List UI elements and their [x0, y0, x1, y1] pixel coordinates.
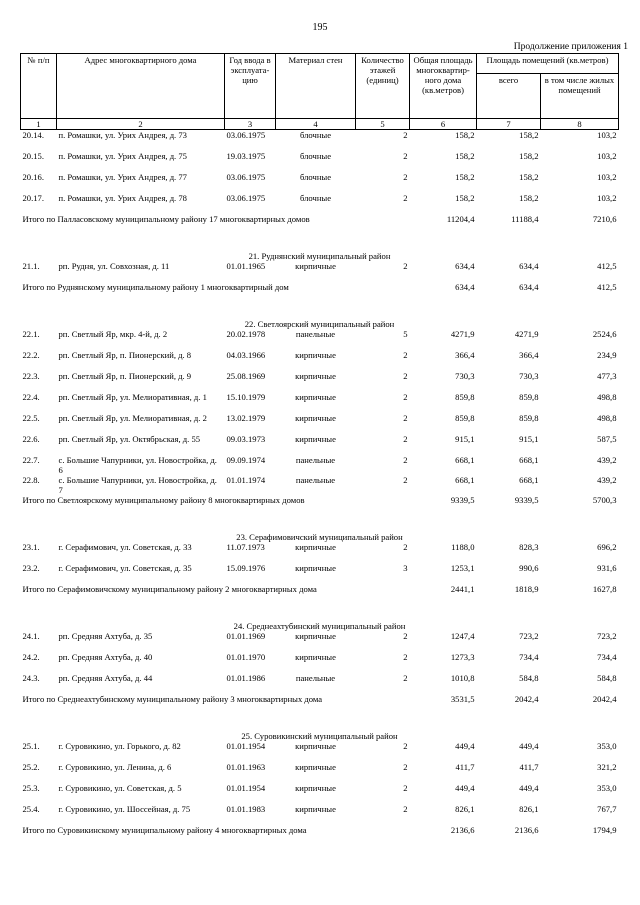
row-year: 25.08.1969 [226, 371, 266, 381]
table-row [21, 673, 619, 694]
row-floors: 2 [403, 762, 408, 772]
row-number: 22.8. [22, 475, 40, 485]
table-row [21, 563, 619, 584]
total-area: 9339,5 [450, 495, 475, 505]
row-year: 15.09.1976 [226, 563, 266, 573]
section-header-row [21, 313, 619, 329]
header-floors: Количество этажей (единиц) [356, 54, 410, 119]
row-number: 25.3. [22, 783, 40, 793]
row-floors: 2 [403, 652, 408, 662]
row-premises-all: 449,4 [519, 741, 539, 751]
row-living-area: 103,2 [597, 130, 617, 140]
row-wall-material: блочные [299, 193, 332, 203]
row-total-area: 449,4 [455, 741, 475, 751]
header-living: в том числе жилых помещений [541, 74, 619, 119]
row-living-area: 477,3 [597, 371, 617, 381]
row-address: рп. Светлый Яр, мкр. 4-й, д. 2 [58, 329, 168, 339]
row-wall-material: кирпичные [295, 804, 336, 814]
table-row [21, 371, 619, 392]
row-address: п. Ромашки, ул. Урих Андрея, д. 77 [58, 172, 187, 182]
row-number: 23.2. [22, 563, 40, 573]
total-living-area: 7210,6 [592, 214, 617, 224]
header-all: всего [477, 74, 541, 119]
row-premises-all: 915,1 [519, 434, 539, 444]
row-wall-material: кирпичные [295, 413, 336, 423]
row-premises-all: 734,4 [519, 652, 539, 662]
table-row [21, 741, 619, 762]
table-row [21, 392, 619, 413]
row-floors: 2 [403, 392, 408, 402]
row-address: г. Серафимович, ул. Советская, д. 35 [58, 563, 192, 573]
section-header-row [21, 725, 619, 741]
row-living-area: 498,8 [597, 413, 617, 423]
row-year: 15.10.1979 [226, 392, 266, 402]
section-header-row [21, 615, 619, 631]
row-number: 24.3. [22, 673, 40, 683]
table-body [21, 130, 619, 857]
row-premises-all: 826,1 [519, 804, 539, 814]
row-total-area: 634,4 [455, 261, 475, 271]
row-wall-material: кирпичные [295, 261, 336, 271]
housing-table [20, 53, 619, 856]
row-premises-all: 859,8 [519, 413, 539, 423]
row-living-area: 723,2 [597, 631, 617, 641]
total-living-area: 1794,9 [592, 825, 617, 835]
row-living-area: 587,5 [597, 434, 617, 444]
row-premises-all: 859,8 [519, 392, 539, 402]
section-title: 22. Светлоярский муниципальный район [244, 319, 395, 329]
row-floors: 2 [403, 261, 408, 271]
row-year: 01.01.1965 [226, 261, 266, 271]
row-floors: 2 [403, 371, 408, 381]
row-number: 21.1. [22, 261, 40, 271]
row-floors: 2 [403, 542, 408, 552]
table-row [21, 350, 619, 371]
row-year: 01.01.1986 [226, 673, 266, 683]
row-number: 20.15. [22, 151, 44, 161]
row-total-area: 826,1 [455, 804, 475, 814]
total-row [21, 694, 619, 725]
row-total-area: 1253,1 [450, 563, 475, 573]
row-year: 13.02.1979 [226, 413, 266, 423]
table-row [21, 542, 619, 563]
section-header-row [21, 526, 619, 542]
row-year: 01.01.1983 [226, 804, 266, 814]
header-total-area: Общая площадь многоквартир-ного дома (кв.метров) [410, 54, 477, 119]
row-address: г. Суровикино, ул. Советская, д. 5 [58, 783, 182, 793]
row-premises-all: 723,2 [519, 631, 539, 641]
row-year: 01.01.1963 [226, 762, 266, 772]
header-wall: Материал стен [276, 54, 356, 119]
row-premises-all: 158,2 [519, 151, 539, 161]
row-premises-all: 158,2 [519, 172, 539, 182]
row-total-area: 859,8 [455, 413, 475, 423]
col-number: 2 [57, 119, 225, 130]
row-number: 22.3. [22, 371, 40, 381]
total-label: Итого по Суровикинскому муниципальному району 4 многоквартирных дома [22, 825, 307, 835]
row-premises-all: 584,8 [519, 673, 539, 683]
row-number: 25.2. [22, 762, 40, 772]
table-row [21, 130, 619, 152]
row-wall-material: кирпичные [295, 631, 336, 641]
total-row [21, 282, 619, 313]
row-total-area: 915,1 [455, 434, 475, 444]
row-premises-all: 634,4 [519, 261, 539, 271]
row-premises-all: 828,3 [519, 542, 539, 552]
row-living-area: 234,9 [597, 350, 617, 360]
row-floors: 2 [403, 783, 408, 793]
total-living-area: 2042,4 [592, 694, 617, 704]
total-label: Итого по Палласовскому муниципальному району 17 многоквартирных домов [22, 214, 310, 224]
row-floors: 2 [403, 475, 408, 485]
row-floors: 2 [403, 455, 408, 465]
row-address: рп. Средняя Ахтуба, д. 44 [58, 673, 153, 683]
row-number: 20.14. [22, 130, 44, 140]
row-address: рп. Рудня, ул. Совхозная, д. 11 [58, 261, 170, 271]
row-living-area: 498,8 [597, 392, 617, 402]
total-area: 11204,4 [446, 214, 475, 224]
row-floors: 3 [403, 563, 408, 573]
table-row [21, 783, 619, 804]
row-address: рп. Средняя Ахтуба, д. 35 [58, 631, 153, 641]
row-year: 01.01.1969 [226, 631, 266, 641]
row-year: 20.02.1978 [226, 329, 266, 339]
row-number: 20.17. [22, 193, 44, 203]
row-wall-material: кирпичные [295, 563, 336, 573]
row-address: г. Суровикино, ул. Шоссейная, д. 75 [58, 804, 191, 814]
row-wall-material: кирпичные [295, 783, 336, 793]
col-number: 1 [21, 119, 57, 130]
page-number: 195 [312, 22, 328, 33]
row-year: 01.01.1954 [226, 741, 266, 751]
table-row [21, 455, 619, 475]
row-total-area: 1247,4 [450, 631, 475, 641]
row-address: г. Серафимович, ул. Советская, д. 33 [58, 542, 192, 552]
row-year: 09.03.1973 [226, 434, 266, 444]
row-living-area: 439,2 [597, 475, 617, 485]
row-wall-material: блочные [299, 130, 332, 140]
total-premises-all: 2042,4 [514, 694, 539, 704]
row-wall-material: кирпичные [295, 542, 336, 552]
col-number: 4 [276, 119, 356, 130]
row-year: 01.01.1954 [226, 783, 266, 793]
row-premises-all: 158,2 [519, 130, 539, 140]
row-living-area: 734,4 [597, 652, 617, 662]
row-total-area: 158,2 [455, 172, 475, 182]
total-living-area: 412,5 [597, 282, 617, 292]
row-address: г. Суровикино, ул. Ленина, д. 6 [58, 762, 172, 772]
row-living-area: 353,0 [597, 741, 617, 751]
row-living-area: 103,2 [597, 172, 617, 182]
row-year: 03.06.1975 [226, 193, 266, 203]
row-floors: 2 [403, 631, 408, 641]
row-wall-material: панельные [295, 475, 336, 485]
row-premises-all: 730,3 [519, 371, 539, 381]
row-premises-all: 668,1 [519, 475, 539, 485]
row-total-area: 158,2 [455, 193, 475, 203]
row-floors: 2 [403, 413, 408, 423]
row-living-area: 2524,6 [592, 329, 617, 339]
row-number: 22.6. [22, 434, 40, 444]
column-numbers-row [21, 119, 619, 130]
row-floors: 2 [403, 434, 408, 444]
col-number: 7 [477, 119, 541, 130]
row-number: 22.5. [22, 413, 40, 423]
section-title: 21. Руднянский муниципальный район [248, 251, 391, 261]
total-area: 2441,1 [450, 584, 475, 594]
row-floors: 2 [403, 130, 408, 140]
row-living-area: 767,7 [597, 804, 617, 814]
header-year: Год ввода в эксплуата-цию [225, 54, 276, 119]
row-number: 22.4. [22, 392, 40, 402]
total-living-area: 1627,8 [592, 584, 617, 594]
table-row [21, 475, 619, 495]
total-row [21, 495, 619, 526]
table-row [21, 329, 619, 350]
row-number: 25.4. [22, 804, 40, 814]
row-address: с. Большие Чапурники, ул. Новостройка, д. 7 [58, 475, 217, 495]
row-total-area: 668,1 [455, 455, 475, 465]
section-title: 24. Среднеахтубинский муниципальный район [233, 621, 406, 631]
row-floors: 5 [403, 329, 408, 339]
row-total-area: 1273,3 [450, 652, 475, 662]
row-number: 22.1. [22, 329, 40, 339]
row-wall-material: кирпичные [295, 434, 336, 444]
section-header-row [21, 245, 619, 261]
table-row [21, 151, 619, 172]
table-row [21, 413, 619, 434]
header-num: № п/п [21, 54, 57, 119]
row-living-area: 584,8 [597, 673, 617, 683]
continuation-note: Продолжение приложения 1 [513, 42, 628, 52]
row-address: г. Суровикино, ул. Горького, д. 82 [58, 741, 181, 751]
row-address: с. Большие Чапурники, ул. Новостройка, д. 6 [58, 455, 217, 475]
row-wall-material: кирпичные [295, 762, 336, 772]
col-number: 5 [356, 119, 410, 130]
row-total-area: 1188,0 [451, 542, 475, 552]
row-wall-material: кирпичные [295, 350, 336, 360]
row-number: 23.1. [22, 542, 40, 552]
row-wall-material: блочные [299, 151, 332, 161]
row-total-area: 449,4 [455, 783, 475, 793]
section-title: 23. Серафимовичский муниципальный район [236, 532, 403, 542]
row-wall-material: кирпичные [295, 371, 336, 381]
total-label: Итого по Среднеахтубинскому муниципальному району 3 многоквартирных дома [22, 694, 323, 704]
row-address: рп. Светлый Яр, ул. Октябрьская, д. 55 [58, 434, 201, 444]
total-premises-all: 634,4 [519, 282, 539, 292]
table-row [21, 631, 619, 652]
total-row [21, 214, 619, 245]
row-living-area: 412,5 [597, 261, 617, 271]
row-living-area: 353,0 [597, 783, 617, 793]
table-row [21, 261, 619, 282]
row-number: 24.2. [22, 652, 40, 662]
row-living-area: 103,2 [597, 151, 617, 161]
row-wall-material: панельные [295, 673, 336, 683]
total-label: Итого по Руднянскому муниципальному району 1 многоквартирный дом [22, 282, 289, 292]
row-address: рп. Светлый Яр, ул. Мелиоративная, д. 1 [58, 392, 207, 402]
col-number: 6 [410, 119, 477, 130]
row-living-area: 103,2 [597, 193, 617, 203]
table-row [21, 804, 619, 825]
row-year: 03.06.1975 [226, 130, 266, 140]
row-year: 09.09.1974 [226, 455, 266, 465]
row-total-area: 158,2 [455, 130, 475, 140]
table-row [21, 193, 619, 214]
row-year: 19.03.1975 [226, 151, 266, 161]
row-living-area: 931,6 [597, 563, 617, 573]
row-total-area: 668,1 [455, 475, 475, 485]
row-address: рп. Светлый Яр, ул. Мелиоративная, д. 2 [58, 413, 207, 423]
row-total-area: 1010,8 [450, 673, 475, 683]
row-number: 20.16. [22, 172, 44, 182]
col-number: 3 [225, 119, 276, 130]
row-premises-all: 668,1 [519, 455, 539, 465]
row-total-area: 4271,9 [450, 329, 475, 339]
total-premises-all: 1818,9 [514, 584, 539, 594]
total-label: Итого по Светлоярскому муниципальному району 8 многоквартирных домов [22, 495, 305, 505]
row-total-area: 730,3 [455, 371, 475, 381]
table-header [21, 54, 619, 130]
row-wall-material: кирпичные [295, 741, 336, 751]
row-wall-material: панельные [295, 455, 336, 465]
row-living-area: 696,2 [597, 542, 617, 552]
row-floors: 2 [403, 350, 408, 360]
row-floors: 2 [403, 172, 408, 182]
total-living-area: 5700,3 [592, 495, 617, 505]
row-address: рп. Светлый Яр, п. Пионерский, д. 9 [58, 371, 192, 381]
row-floors: 2 [403, 151, 408, 161]
row-year: 11.07.1973 [226, 542, 265, 552]
row-year: 03.06.1975 [226, 172, 266, 182]
row-total-area: 411,7 [455, 762, 475, 772]
row-living-area: 439,2 [597, 455, 617, 465]
row-address: п. Ромашки, ул. Урих Андрея, д. 78 [58, 193, 187, 203]
row-wall-material: блочные [299, 172, 332, 182]
total-area: 2136,6 [450, 825, 475, 835]
section-title: 25. Суровикинский муниципальный район [241, 731, 398, 741]
table-row [21, 762, 619, 783]
total-row [21, 825, 619, 856]
row-floors: 2 [403, 741, 408, 751]
table-row [21, 172, 619, 193]
table-row [21, 434, 619, 455]
row-address: п. Ромашки, ул. Урих Андрея, д. 75 [58, 151, 187, 161]
row-floors: 2 [403, 804, 408, 814]
row-number: 22.7. [22, 455, 40, 465]
row-total-area: 859,8 [455, 392, 475, 402]
total-area: 634,4 [455, 282, 475, 292]
row-year: 04.03.1966 [226, 350, 266, 360]
total-area: 3531,5 [450, 694, 475, 704]
row-floors: 2 [403, 673, 408, 683]
row-number: 25.1. [22, 741, 40, 751]
row-number: 22.2. [22, 350, 40, 360]
row-premises-all: 449,4 [519, 783, 539, 793]
row-premises-all: 4271,9 [514, 329, 539, 339]
row-wall-material: панельные [295, 329, 336, 339]
header-premises: Площадь помещений (кв.метров) [477, 54, 619, 74]
row-year: 01.01.1974 [226, 475, 266, 485]
header-address: Адрес многоквартирного дома [57, 54, 225, 119]
row-wall-material: кирпичные [295, 392, 336, 402]
col-number: 8 [541, 119, 619, 130]
row-wall-material: кирпичные [295, 652, 336, 662]
total-premises-all: 11188,4 [511, 214, 539, 224]
row-premises-all: 990,6 [519, 563, 539, 573]
total-label: Итого по Серафимовичскому муниципальному району 2 многоквартирных дома [22, 584, 317, 594]
row-address: рп. Светлый Яр, п. Пионерский, д. 8 [58, 350, 192, 360]
row-premises-all: 411,7 [519, 762, 539, 772]
row-total-area: 158,2 [455, 151, 475, 161]
row-number: 24.1. [22, 631, 40, 641]
row-premises-all: 366,4 [519, 350, 539, 360]
row-floors: 2 [403, 193, 408, 203]
row-premises-all: 158,2 [519, 193, 539, 203]
table-row [21, 652, 619, 673]
total-premises-all: 9339,5 [514, 495, 539, 505]
total-row [21, 584, 619, 615]
row-address: рп. Средняя Ахтуба, д. 40 [58, 652, 153, 662]
row-year: 01.01.1970 [226, 652, 266, 662]
row-living-area: 321,2 [597, 762, 617, 772]
row-total-area: 366,4 [455, 350, 475, 360]
total-premises-all: 2136,6 [514, 825, 539, 835]
row-address: п. Ромашки, ул. Урих Андрея, д. 73 [58, 130, 187, 140]
